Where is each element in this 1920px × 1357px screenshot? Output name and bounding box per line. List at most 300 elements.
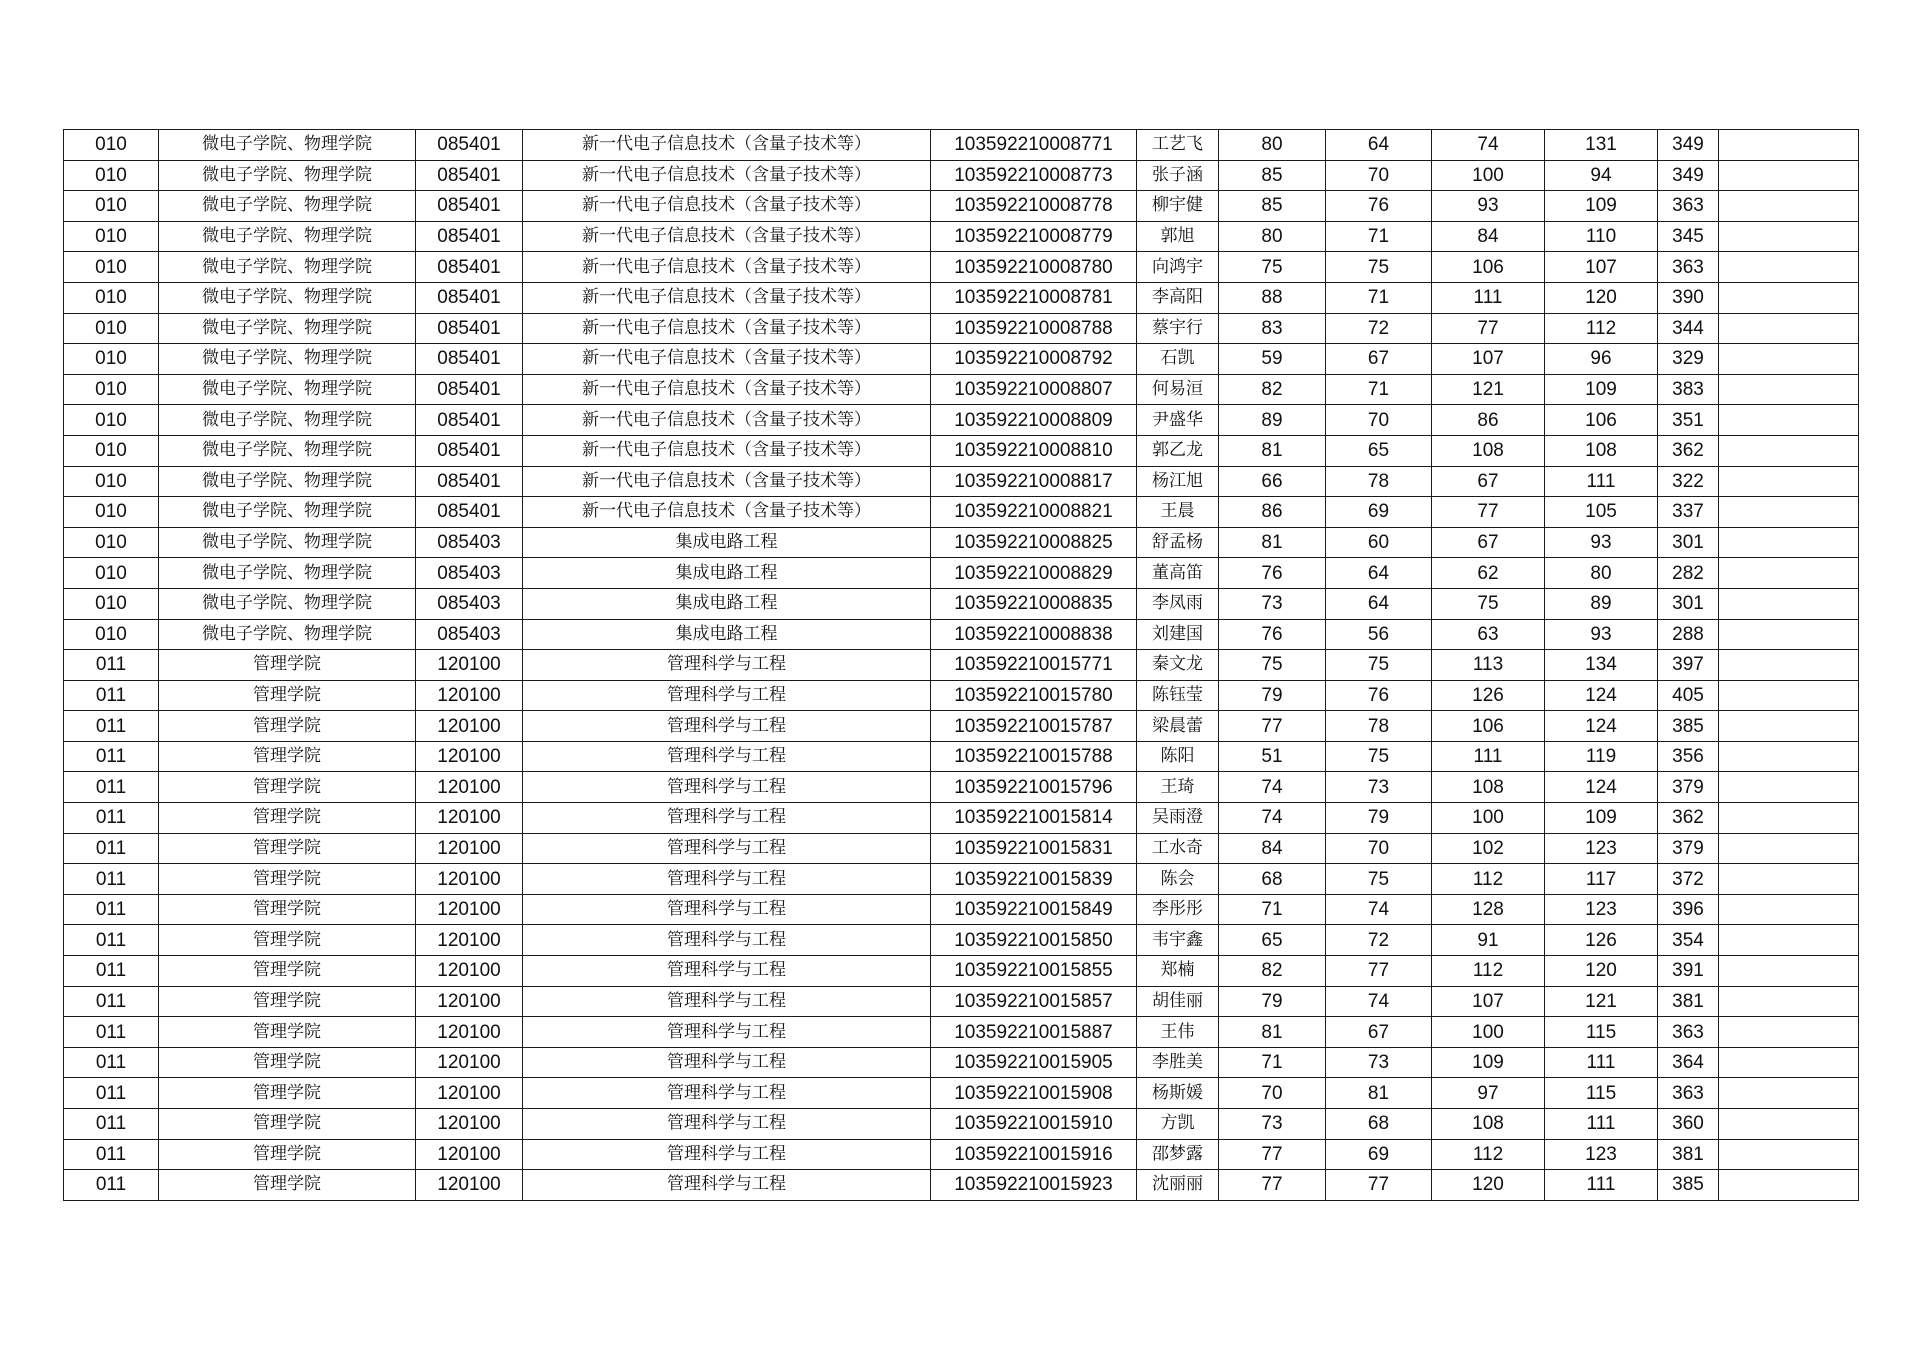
dept-name-cell: 管理学院 [159, 833, 416, 864]
exam-id-cell: 103592210008835 [931, 588, 1137, 619]
score4-cell: 108 [1545, 435, 1658, 466]
score4-cell: 80 [1545, 558, 1658, 589]
score4-cell: 131 [1545, 130, 1658, 161]
score1-cell: 77 [1219, 1170, 1326, 1201]
table-row [64, 405, 1859, 436]
major-name-cell: 管理科学与工程 [523, 894, 931, 925]
total-cell: 351 [1658, 405, 1719, 436]
student-name-cell: 刘建国 [1137, 619, 1219, 650]
dept-code-cell: 010 [64, 405, 159, 436]
student-name-cell: 郭旭 [1137, 221, 1219, 252]
score2-cell: 56 [1326, 619, 1432, 650]
table-row [64, 466, 1859, 497]
score4-cell: 117 [1545, 864, 1658, 895]
dept-code-cell: 011 [64, 680, 159, 711]
major-code-cell: 120100 [416, 1078, 523, 1109]
score3-cell: 86 [1432, 405, 1545, 436]
score2-cell: 65 [1326, 435, 1432, 466]
table-row [64, 1017, 1859, 1048]
major-code-cell: 085401 [416, 252, 523, 283]
score2-cell: 79 [1326, 803, 1432, 834]
score2-cell: 69 [1326, 1139, 1432, 1170]
total-cell: 360 [1658, 1109, 1719, 1140]
dept-code-cell: 010 [64, 619, 159, 650]
table-row [64, 772, 1859, 803]
table-row [64, 986, 1859, 1017]
score4-cell: 109 [1545, 803, 1658, 834]
score4-cell: 124 [1545, 680, 1658, 711]
exam-id-cell: 103592210015923 [931, 1170, 1137, 1201]
table-row [64, 680, 1859, 711]
score1-cell: 70 [1219, 1078, 1326, 1109]
dept-name-cell: 管理学院 [159, 864, 416, 895]
score4-cell: 112 [1545, 313, 1658, 344]
remark-cell [1719, 1170, 1859, 1201]
score1-cell: 84 [1219, 833, 1326, 864]
score2-cell: 75 [1326, 252, 1432, 283]
student-name-cell: 杨江旭 [1137, 466, 1219, 497]
score3-cell: 91 [1432, 925, 1545, 956]
score2-cell: 67 [1326, 344, 1432, 375]
dept-name-cell: 管理学院 [159, 1170, 416, 1201]
exam-id-cell: 103592210008829 [931, 558, 1137, 589]
student-name-cell: 蔡宇行 [1137, 313, 1219, 344]
score3-cell: 77 [1432, 497, 1545, 528]
dept-name-cell: 管理学院 [159, 803, 416, 834]
score3-cell: 121 [1432, 374, 1545, 405]
major-name-cell: 管理科学与工程 [523, 1047, 931, 1078]
score2-cell: 71 [1326, 282, 1432, 313]
major-name-cell: 管理科学与工程 [523, 650, 931, 681]
score3-cell: 112 [1432, 956, 1545, 987]
student-name-cell: 舒孟杨 [1137, 527, 1219, 558]
remark-cell [1719, 313, 1859, 344]
total-cell: 349 [1658, 130, 1719, 161]
major-name-cell: 管理科学与工程 [523, 864, 931, 895]
score1-cell: 76 [1219, 619, 1326, 650]
major-code-cell: 085401 [416, 130, 523, 161]
student-name-cell: 李凤雨 [1137, 588, 1219, 619]
score4-cell: 120 [1545, 956, 1658, 987]
table-row [64, 130, 1859, 161]
score3-cell: 112 [1432, 1139, 1545, 1170]
score1-cell: 79 [1219, 986, 1326, 1017]
major-name-cell: 新一代电子信息技术（含量子技术等） [523, 221, 931, 252]
dept-name-cell: 微电子学院、物理学院 [159, 344, 416, 375]
score4-cell: 119 [1545, 741, 1658, 772]
remark-cell [1719, 466, 1859, 497]
major-code-cell: 085403 [416, 558, 523, 589]
remark-cell [1719, 925, 1859, 956]
major-code-cell: 120100 [416, 1017, 523, 1048]
dept-code-cell: 010 [64, 527, 159, 558]
remark-cell [1719, 650, 1859, 681]
score3-cell: 67 [1432, 466, 1545, 497]
score3-cell: 100 [1432, 1017, 1545, 1048]
dept-code-cell: 011 [64, 1047, 159, 1078]
score4-cell: 115 [1545, 1017, 1658, 1048]
remark-cell [1719, 558, 1859, 589]
table-row [64, 1047, 1859, 1078]
score2-cell: 64 [1326, 588, 1432, 619]
major-code-cell: 120100 [416, 1047, 523, 1078]
remark-cell [1719, 374, 1859, 405]
dept-code-cell: 011 [64, 864, 159, 895]
exam-id-cell: 103592210008825 [931, 527, 1137, 558]
remark-cell [1719, 1109, 1859, 1140]
exam-id-cell: 103592210008779 [931, 221, 1137, 252]
exam-id-cell: 103592210008780 [931, 252, 1137, 283]
major-code-cell: 085401 [416, 160, 523, 191]
student-name-cell: 杨斯媛 [1137, 1078, 1219, 1109]
student-name-cell: 陈钰莹 [1137, 680, 1219, 711]
score1-cell: 68 [1219, 864, 1326, 895]
major-code-cell: 085401 [416, 435, 523, 466]
total-cell: 288 [1658, 619, 1719, 650]
major-code-cell: 085401 [416, 221, 523, 252]
score2-cell: 74 [1326, 894, 1432, 925]
score-table [63, 129, 1859, 1201]
student-name-cell: 韦宇鑫 [1137, 925, 1219, 956]
score3-cell: 111 [1432, 282, 1545, 313]
major-code-cell: 120100 [416, 864, 523, 895]
dept-name-cell: 微电子学院、物理学院 [159, 130, 416, 161]
dept-name-cell: 微电子学院、物理学院 [159, 252, 416, 283]
score4-cell: 123 [1545, 833, 1658, 864]
major-code-cell: 120100 [416, 772, 523, 803]
student-name-cell: 石凯 [1137, 344, 1219, 375]
score4-cell: 134 [1545, 650, 1658, 681]
total-cell: 381 [1658, 1139, 1719, 1170]
score4-cell: 105 [1545, 497, 1658, 528]
dept-name-cell: 微电子学院、物理学院 [159, 497, 416, 528]
remark-cell [1719, 864, 1859, 895]
dept-name-cell: 微电子学院、物理学院 [159, 558, 416, 589]
score4-cell: 124 [1545, 711, 1658, 742]
remark-cell [1719, 435, 1859, 466]
score4-cell: 96 [1545, 344, 1658, 375]
table-body [64, 130, 1859, 1201]
remark-cell [1719, 1047, 1859, 1078]
score2-cell: 81 [1326, 1078, 1432, 1109]
student-name-cell: 李高阳 [1137, 282, 1219, 313]
score1-cell: 82 [1219, 956, 1326, 987]
major-code-cell: 120100 [416, 741, 523, 772]
student-name-cell: 张子涵 [1137, 160, 1219, 191]
dept-name-cell: 微电子学院、物理学院 [159, 313, 416, 344]
score4-cell: 124 [1545, 772, 1658, 803]
dept-name-cell: 微电子学院、物理学院 [159, 466, 416, 497]
exam-id-cell: 103592210015788 [931, 741, 1137, 772]
dept-code-cell: 011 [64, 956, 159, 987]
major-code-cell: 120100 [416, 650, 523, 681]
remark-cell [1719, 130, 1859, 161]
student-name-cell: 陈阳 [1137, 741, 1219, 772]
major-name-cell: 新一代电子信息技术（含量子技术等） [523, 160, 931, 191]
score2-cell: 71 [1326, 221, 1432, 252]
exam-id-cell: 103592210015905 [931, 1047, 1137, 1078]
dept-name-cell: 管理学院 [159, 650, 416, 681]
remark-cell [1719, 588, 1859, 619]
exam-id-cell: 103592210015908 [931, 1078, 1137, 1109]
exam-id-cell: 103592210015910 [931, 1109, 1137, 1140]
score4-cell: 109 [1545, 374, 1658, 405]
score4-cell: 123 [1545, 894, 1658, 925]
dept-code-cell: 010 [64, 466, 159, 497]
exam-id-cell: 103592210008781 [931, 282, 1137, 313]
remark-cell [1719, 252, 1859, 283]
student-name-cell: 吴雨澄 [1137, 803, 1219, 834]
score4-cell: 94 [1545, 160, 1658, 191]
student-name-cell: 王琦 [1137, 772, 1219, 803]
dept-code-cell: 010 [64, 344, 159, 375]
total-cell: 385 [1658, 711, 1719, 742]
score3-cell: 128 [1432, 894, 1545, 925]
student-name-cell: 李彤彤 [1137, 894, 1219, 925]
remark-cell [1719, 282, 1859, 313]
exam-id-cell: 103592210008821 [931, 497, 1137, 528]
score2-cell: 76 [1326, 680, 1432, 711]
score1-cell: 73 [1219, 588, 1326, 619]
score2-cell: 64 [1326, 130, 1432, 161]
major-name-cell: 新一代电子信息技术（含量子技术等） [523, 252, 931, 283]
remark-cell [1719, 1078, 1859, 1109]
exam-id-cell: 103592210008773 [931, 160, 1137, 191]
major-code-cell: 120100 [416, 1109, 523, 1140]
dept-name-cell: 微电子学院、物理学院 [159, 435, 416, 466]
dept-code-cell: 010 [64, 252, 159, 283]
score2-cell: 73 [1326, 772, 1432, 803]
score1-cell: 77 [1219, 711, 1326, 742]
score1-cell: 82 [1219, 374, 1326, 405]
score1-cell: 85 [1219, 191, 1326, 222]
total-cell: 344 [1658, 313, 1719, 344]
score1-cell: 74 [1219, 772, 1326, 803]
table-row [64, 925, 1859, 956]
major-code-cell: 120100 [416, 680, 523, 711]
table-row [64, 894, 1859, 925]
major-name-cell: 新一代电子信息技术（含量子技术等） [523, 405, 931, 436]
exam-id-cell: 103592210008838 [931, 619, 1137, 650]
dept-code-cell: 010 [64, 588, 159, 619]
total-cell: 337 [1658, 497, 1719, 528]
table-row [64, 833, 1859, 864]
remark-cell [1719, 1017, 1859, 1048]
remark-cell [1719, 191, 1859, 222]
total-cell: 363 [1658, 1017, 1719, 1048]
dept-code-cell: 011 [64, 741, 159, 772]
remark-cell [1719, 833, 1859, 864]
dept-name-cell: 管理学院 [159, 894, 416, 925]
table-row [64, 160, 1859, 191]
score3-cell: 100 [1432, 160, 1545, 191]
total-cell: 372 [1658, 864, 1719, 895]
total-cell: 397 [1658, 650, 1719, 681]
score1-cell: 85 [1219, 160, 1326, 191]
score4-cell: 111 [1545, 1170, 1658, 1201]
total-cell: 363 [1658, 191, 1719, 222]
exam-id-cell: 103592210015839 [931, 864, 1137, 895]
score2-cell: 71 [1326, 374, 1432, 405]
major-name-cell: 管理科学与工程 [523, 711, 931, 742]
remark-cell [1719, 619, 1859, 650]
major-code-cell: 120100 [416, 803, 523, 834]
table-row [64, 1078, 1859, 1109]
major-code-cell: 085401 [416, 191, 523, 222]
student-name-cell: 何易洹 [1137, 374, 1219, 405]
dept-name-cell: 管理学院 [159, 1109, 416, 1140]
major-name-cell: 管理科学与工程 [523, 1139, 931, 1170]
score1-cell: 71 [1219, 894, 1326, 925]
table-row [64, 374, 1859, 405]
table-row [64, 435, 1859, 466]
exam-id-cell: 103592210015855 [931, 956, 1137, 987]
dept-name-cell: 管理学院 [159, 711, 416, 742]
exam-id-cell: 103592210015849 [931, 894, 1137, 925]
exam-id-cell: 103592210008788 [931, 313, 1137, 344]
score1-cell: 83 [1219, 313, 1326, 344]
major-name-cell: 管理科学与工程 [523, 833, 931, 864]
exam-id-cell: 103592210015887 [931, 1017, 1137, 1048]
student-name-cell: 郑楠 [1137, 956, 1219, 987]
table-row [64, 252, 1859, 283]
exam-id-cell: 103592210015771 [931, 650, 1137, 681]
score4-cell: 89 [1545, 588, 1658, 619]
dept-code-cell: 011 [64, 894, 159, 925]
score2-cell: 69 [1326, 497, 1432, 528]
score3-cell: 107 [1432, 344, 1545, 375]
score3-cell: 97 [1432, 1078, 1545, 1109]
dept-code-cell: 010 [64, 497, 159, 528]
table-row [64, 650, 1859, 681]
major-name-cell: 管理科学与工程 [523, 1109, 931, 1140]
remark-cell [1719, 803, 1859, 834]
dept-name-cell: 管理学院 [159, 1017, 416, 1048]
score3-cell: 108 [1432, 772, 1545, 803]
major-code-cell: 085401 [416, 282, 523, 313]
dept-name-cell: 管理学院 [159, 986, 416, 1017]
score3-cell: 100 [1432, 803, 1545, 834]
exam-id-cell: 103592210015814 [931, 803, 1137, 834]
score2-cell: 78 [1326, 711, 1432, 742]
major-name-cell: 管理科学与工程 [523, 1017, 931, 1048]
remark-cell [1719, 344, 1859, 375]
dept-name-cell: 微电子学院、物理学院 [159, 374, 416, 405]
score1-cell: 81 [1219, 1017, 1326, 1048]
score2-cell: 76 [1326, 191, 1432, 222]
score4-cell: 111 [1545, 1047, 1658, 1078]
major-code-cell: 120100 [416, 1170, 523, 1201]
remark-cell [1719, 221, 1859, 252]
table-row [64, 191, 1859, 222]
major-code-cell: 120100 [416, 894, 523, 925]
score4-cell: 123 [1545, 1139, 1658, 1170]
score4-cell: 110 [1545, 221, 1658, 252]
score1-cell: 80 [1219, 130, 1326, 161]
score2-cell: 72 [1326, 313, 1432, 344]
major-name-cell: 新一代电子信息技术（含量子技术等） [523, 344, 931, 375]
dept-name-cell: 管理学院 [159, 741, 416, 772]
student-name-cell: 柳宇健 [1137, 191, 1219, 222]
major-code-cell: 120100 [416, 925, 523, 956]
score1-cell: 76 [1219, 558, 1326, 589]
major-name-cell: 新一代电子信息技术（含量子技术等） [523, 466, 931, 497]
table-row [64, 282, 1859, 313]
score1-cell: 77 [1219, 1139, 1326, 1170]
score2-cell: 77 [1326, 956, 1432, 987]
table-row [64, 803, 1859, 834]
exam-id-cell: 103592210015857 [931, 986, 1137, 1017]
dept-code-cell: 011 [64, 833, 159, 864]
dept-name-cell: 管理学院 [159, 1078, 416, 1109]
major-name-cell: 管理科学与工程 [523, 925, 931, 956]
remark-cell [1719, 741, 1859, 772]
score1-cell: 89 [1219, 405, 1326, 436]
score2-cell: 68 [1326, 1109, 1432, 1140]
dept-name-cell: 管理学院 [159, 680, 416, 711]
total-cell: 396 [1658, 894, 1719, 925]
total-cell: 379 [1658, 833, 1719, 864]
table-row [64, 497, 1859, 528]
major-name-cell: 新一代电子信息技术（含量子技术等） [523, 313, 931, 344]
score1-cell: 65 [1219, 925, 1326, 956]
total-cell: 301 [1658, 527, 1719, 558]
total-cell: 345 [1658, 221, 1719, 252]
student-name-cell: 董高笛 [1137, 558, 1219, 589]
score1-cell: 81 [1219, 527, 1326, 558]
dept-name-cell: 微电子学院、物理学院 [159, 527, 416, 558]
score1-cell: 79 [1219, 680, 1326, 711]
score3-cell: 74 [1432, 130, 1545, 161]
score4-cell: 93 [1545, 527, 1658, 558]
exam-id-cell: 103592210015831 [931, 833, 1137, 864]
student-name-cell: 李胜美 [1137, 1047, 1219, 1078]
total-cell: 322 [1658, 466, 1719, 497]
major-code-cell: 085401 [416, 497, 523, 528]
table-row [64, 1139, 1859, 1170]
dept-code-cell: 011 [64, 1017, 159, 1048]
score2-cell: 75 [1326, 650, 1432, 681]
major-code-cell: 085401 [416, 313, 523, 344]
score4-cell: 126 [1545, 925, 1658, 956]
remark-cell [1719, 711, 1859, 742]
total-cell: 301 [1658, 588, 1719, 619]
major-name-cell: 新一代电子信息技术（含量子技术等） [523, 374, 931, 405]
total-cell: 383 [1658, 374, 1719, 405]
student-name-cell: 向鸿宇 [1137, 252, 1219, 283]
score1-cell: 59 [1219, 344, 1326, 375]
score1-cell: 80 [1219, 221, 1326, 252]
major-code-cell: 085403 [416, 619, 523, 650]
exam-id-cell: 103592210008792 [931, 344, 1137, 375]
exam-id-cell: 103592210015916 [931, 1139, 1137, 1170]
score3-cell: 112 [1432, 864, 1545, 895]
score3-cell: 62 [1432, 558, 1545, 589]
dept-code-cell: 010 [64, 374, 159, 405]
remark-cell [1719, 986, 1859, 1017]
major-name-cell: 管理科学与工程 [523, 1170, 931, 1201]
major-name-cell: 集成电路工程 [523, 588, 931, 619]
dept-name-cell: 管理学院 [159, 1047, 416, 1078]
exam-id-cell: 103592210008771 [931, 130, 1137, 161]
score2-cell: 78 [1326, 466, 1432, 497]
major-name-cell: 管理科学与工程 [523, 680, 931, 711]
dept-name-cell: 管理学院 [159, 925, 416, 956]
total-cell: 391 [1658, 956, 1719, 987]
remark-cell [1719, 160, 1859, 191]
student-name-cell: 方凯 [1137, 1109, 1219, 1140]
student-name-cell: 秦文龙 [1137, 650, 1219, 681]
